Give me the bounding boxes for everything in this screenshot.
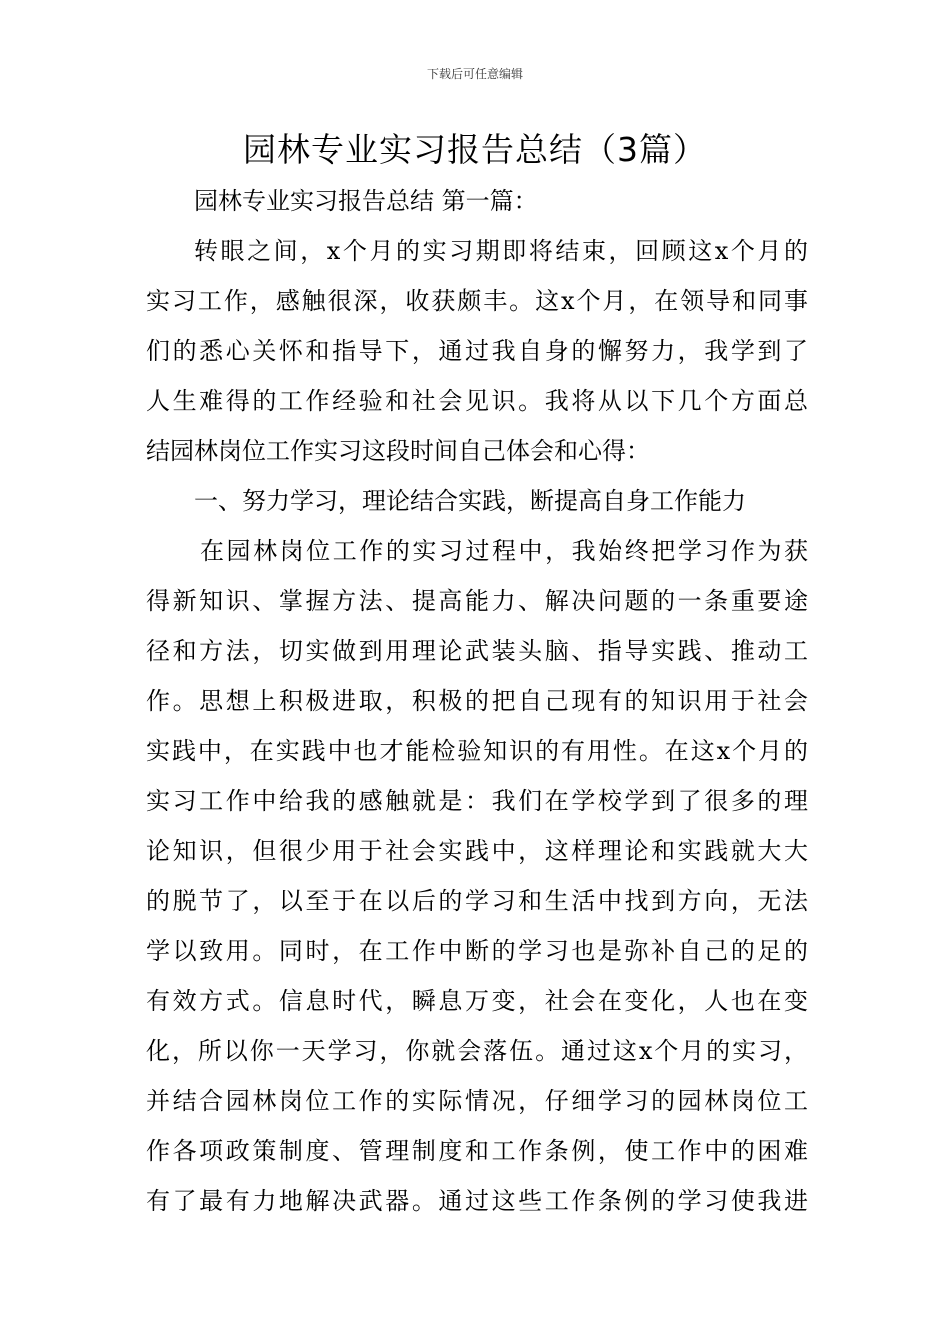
paragraph-line: 得新知识、掌握方法、提高能力、解决问题的一条重要途	[146, 587, 808, 615]
paragraph-line: 人生难得的工作经验和社会见识。我将从以下几个方面总	[146, 387, 808, 415]
paragraph-line: 实习工作，感触很深，收获颇丰。这x个月，在领导和同事	[146, 287, 808, 315]
subsection-heading: 一、努力学习，理论结合实践，断提高自身工作能力	[194, 487, 746, 515]
paragraph-line: 们的悉心关怀和指导下，通过我自身的懈努力，我学到了	[146, 337, 808, 365]
paragraph-line: 并结合园林岗位工作的实际情况，仔细学习的园林岗位工	[146, 1087, 808, 1115]
document-title: 园林专业实习报告总结（3篇）	[243, 130, 707, 169]
paragraph-line: 实习工作中给我的感触就是：我们在学校学到了很多的理	[146, 787, 808, 815]
paragraph-line: 转眼之间，x个月的实习期即将结束，回顾这x个月的	[194, 237, 808, 265]
section-heading: 园林专业实习报告总结 第一篇：	[194, 187, 538, 215]
paragraph-line: 论知识，但很少用于社会实践中，这样理论和实践就大大	[146, 837, 808, 865]
header-note: 下载后可任意编辑	[426, 67, 523, 81]
document-body	[146, 176, 808, 1226]
paragraph-line: 径和方法，切实做到用理论武装头脑、指导实践、推动工	[146, 637, 808, 665]
paragraph-line: 化，所以你一天学习，你就会落伍。通过这x个月的实习，	[146, 1037, 808, 1065]
paragraph-line: 有效方式。信息时代，瞬息万变，社会在变化，人也在变	[146, 987, 808, 1015]
paragraph-line: 实践中，在实践中也才能检验知识的有用性。在这x个月的	[146, 737, 808, 765]
paragraph-line: 在园林岗位工作的实习过程中，我始终把学习作为获	[200, 537, 808, 565]
paragraph-line: 学以致用。同时，在工作中断的学习也是弥补自己的足的	[146, 937, 808, 965]
paragraph-line: 有了最有力地解决武器。通过这些工作条例的学习使我进	[146, 1187, 808, 1215]
paragraph-line: 结园林岗位工作实习这段时间自己体会和心得：	[146, 437, 650, 465]
paragraph-line: 作。思想上积极进取，积极的把自己现有的知识用于社会	[146, 687, 808, 715]
paragraph-line: 作各项政策制度、管理制度和工作条例，使工作中的困难	[146, 1137, 808, 1165]
paragraph-line: 的脱节了，以至于在以后的学习和生活中找到方向，无法	[146, 887, 808, 915]
